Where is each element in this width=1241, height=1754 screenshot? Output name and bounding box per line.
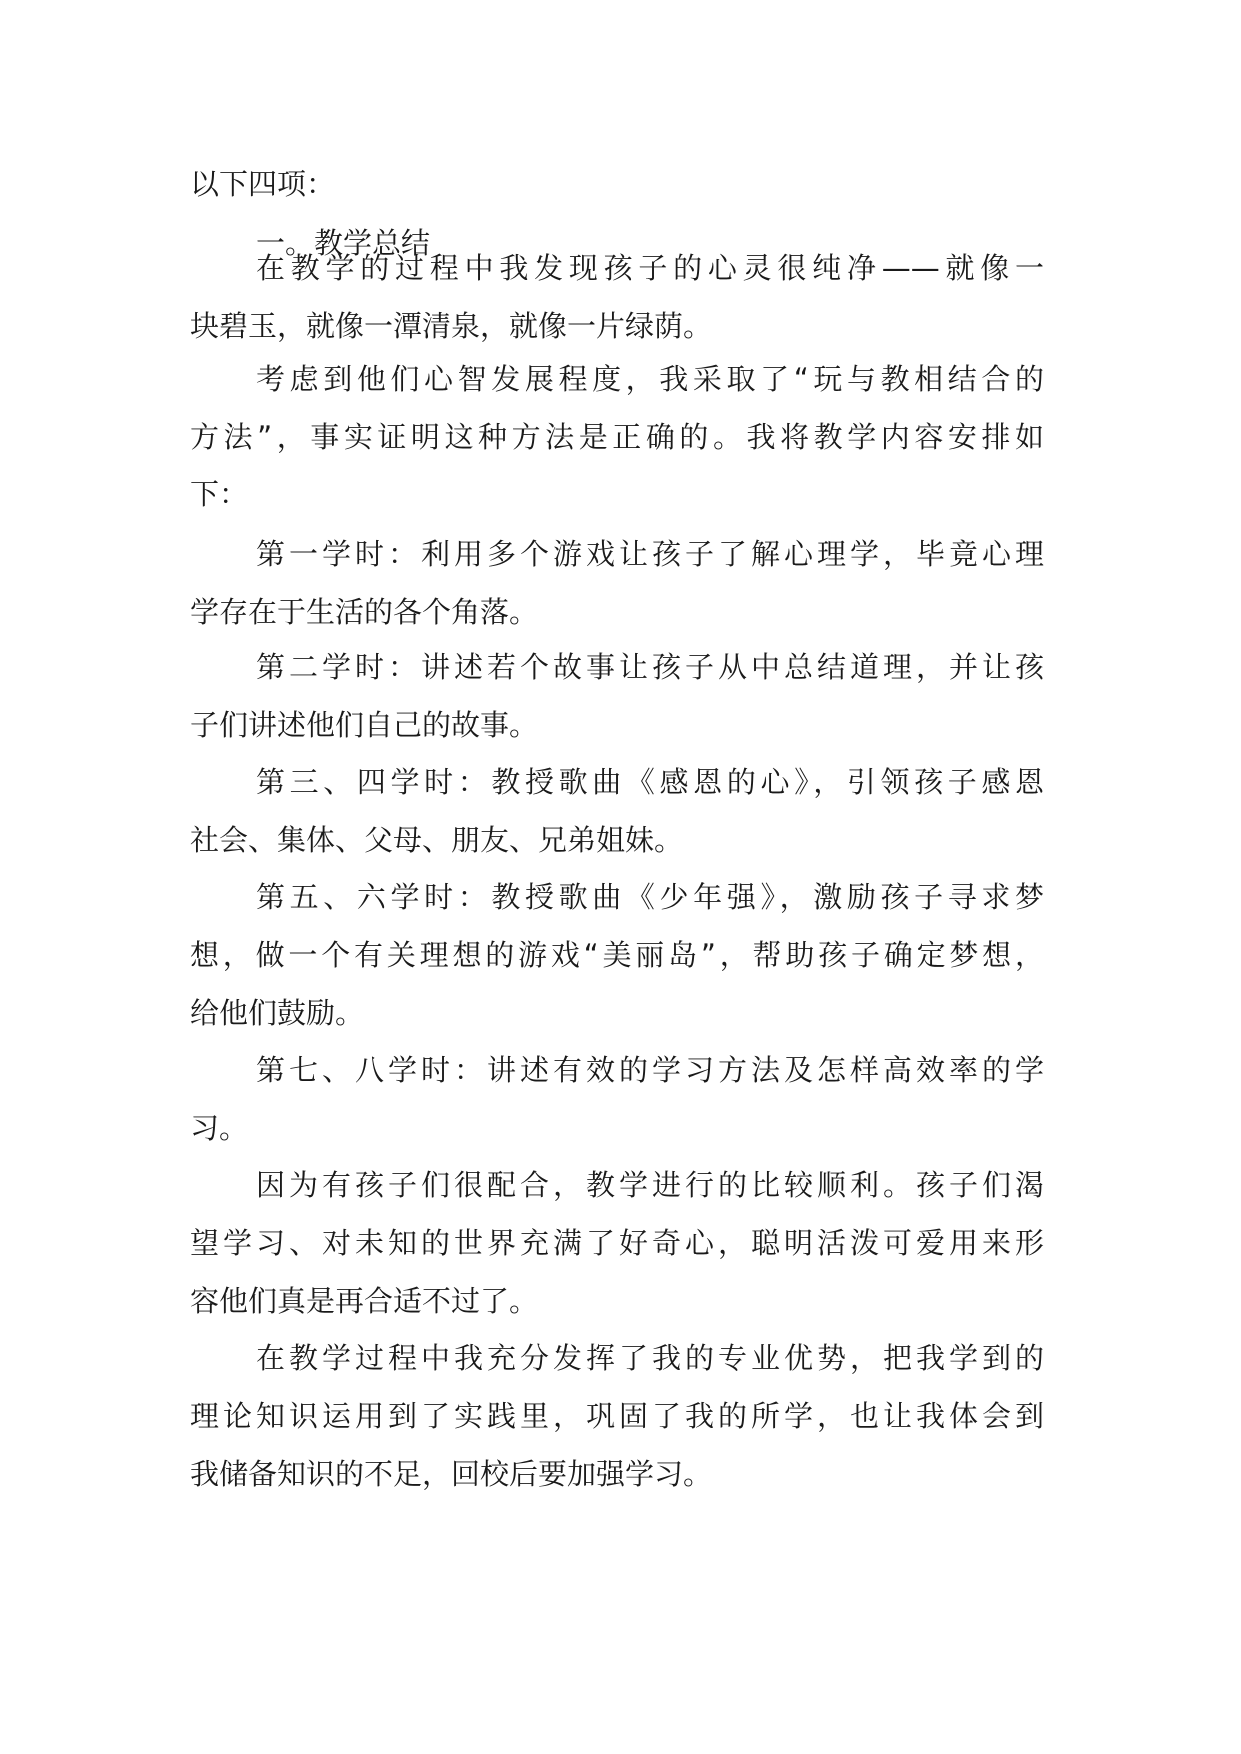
paragraph-line: 方法”，事实证明这种方法是正确的。我将教学内容安排如 (190, 420, 1044, 454)
paragraph-line: 想，做一个有关理想的游戏“美丽岛”，帮助孩子确定梦想， (190, 938, 1044, 972)
paragraph-line: 容他们真是再合适不过了。 (190, 1284, 539, 1318)
paragraph-line: 学存在于生活的各个角落。 (190, 595, 539, 629)
text-line-intro: 以下四项： (190, 167, 336, 201)
paragraph-line: 第七、八学时：讲述有效的学习方法及怎样高效率的学 (256, 1053, 1044, 1087)
paragraph-line: 给他们鼓励。 (190, 996, 365, 1030)
paragraph-line: 下： (190, 477, 249, 511)
paragraph-line: 理论知识运用到了实践里，巩固了我的所学，也让我体会到 (190, 1399, 1044, 1433)
paragraph-line: 第三、四学时：教授歌曲《感恩的心》，引领孩子感恩 (256, 765, 1044, 799)
paragraph-line: 望学习、对未知的世界充满了好奇心，聪明活泼可爱用来形 (190, 1226, 1044, 1260)
paragraph-line: 习。 (190, 1111, 249, 1145)
paragraph-line: 第二学时：讲述若个故事让孩子从中总结道理，并让孩 (256, 650, 1044, 684)
paragraph-line: 块碧玉，就像一潭清泉，就像一片绿荫。 (190, 309, 713, 343)
section-heading: 一。教学总结 (256, 226, 431, 260)
paragraph-line: 在教学的过程中我发现孩子的心灵很纯净——就像一 (256, 251, 1044, 285)
paragraph-line: 第一学时：利用多个游戏让孩子了解心理学，毕竟心理 (256, 537, 1044, 571)
paragraph-line: 我储备知识的不足，回校后要加强学习。 (190, 1457, 713, 1491)
paragraph-line: 因为有孩子们很配合，教学进行的比较顺利。孩子们渴 (256, 1168, 1044, 1202)
paragraph-line: 社会、集体、父母、朋友、兄弟姐妹。 (190, 823, 684, 857)
paragraph-line: 第五、六学时：教授歌曲《少年强》，激励孩子寻求梦 (256, 880, 1044, 914)
paragraph-line: 子们讲述他们自己的故事。 (190, 708, 539, 742)
paragraph-line: 在教学过程中我充分发挥了我的专业优势，把我学到的 (256, 1341, 1044, 1375)
paragraph-line: 考虑到他们心智发展程度，我采取了“玩与教相结合的 (256, 362, 1044, 396)
